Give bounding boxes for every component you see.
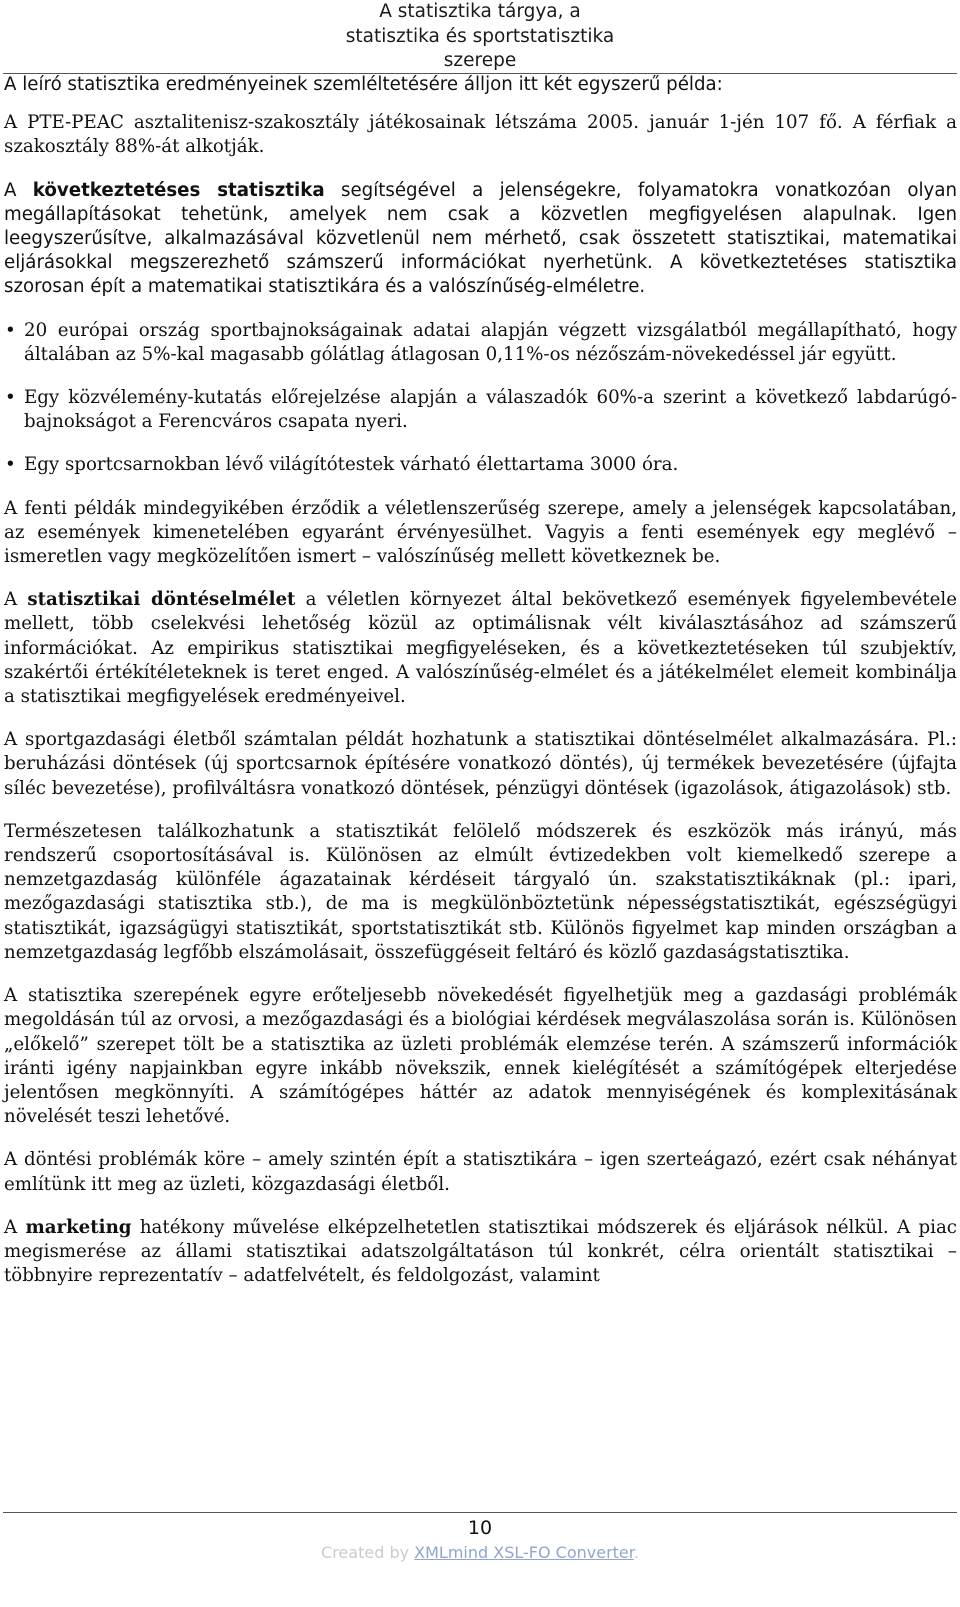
list-item xyxy=(4,453,957,477)
decision-rest: a véletlen környezet által bekövetkező események figyelembevétele mellett, több cselekvési lehetőség közül az optimálisnak vélt kiválasztásához ad számszerű információkat. Az empirikus statisztikai megfigyeléseken, és a következtetéseken túl szubjektív, szakértői értékítéleteknek is teret enged. A valószínűség-elmélet és a játékelmélet elemeit kombinálja a statisztikai megfigyelések eredményeivel. xyxy=(4,589,958,708)
decision-lead: A xyxy=(4,589,28,611)
marketing-paragraph xyxy=(4,1216,957,1289)
header-title-line-2: statisztika és sportstatisztika xyxy=(345,25,615,47)
list-item-text: Egy sportcsarnokban lévő világítótestek várható élettartama 3000 óra. xyxy=(24,454,679,476)
document-body xyxy=(4,73,957,1307)
marketing-rest: hatékony művelése elképzelhetetlen statisztikai módszerek és eljárások nélkül. A piac megismerése az állami statisztikai adatszolgáltatáson túl konkrét, célra orientált statisztikai – többnyire reprezentatív – adatfelvételt, és feldolgozást, valamint xyxy=(4,1216,957,1287)
inferential-term: következtetéses statisztika xyxy=(32,179,325,201)
converter-link[interactable]: XMLmind XSL-FO Converter xyxy=(414,1543,634,1562)
decision-term: statisztikai döntéselmélet xyxy=(27,589,296,611)
randomness-paragraph: A fenti példák mindegyikében érződik a véletlenszerűség szerepe, amely a jelenségek kapcsolatában, az események kimenetelében egyaránt érvényesülhet. Vagyis a fenti események egy meglévő – ismeretlen vagy megközelítően ismert – valószínűség mellett következnek be. xyxy=(4,497,957,568)
intro-paragraph: A leíró statisztika eredményeinek szemléltetésére álljon itt két egyszerű példa: xyxy=(4,74,723,95)
credit-prefix: Created by xyxy=(321,1543,415,1562)
example-paragraph: A PTE-PEAC asztalitenisz-szakosztály játékosainak létszáma 2005. január 1-jén 107 fő. A férfiak a szakosztály 88%-át alkotják. xyxy=(4,112,957,158)
bullet-icon: • xyxy=(5,387,16,409)
growing-role-paragraph: A statisztika szerepének egyre erőteljesebb növekedését figyelhetjük meg a gazdasági problémák megoldásán túl az orvosi, a mezőgazdasági és a biológiai kérdések megválaszolása során is. Különösen „előkelő” szerepet tölt be a statisztika az üzleti problémák elemzése terén. A számszerű információk iránti igény napjainkban egyre inkább növekszik, ennek kielégítését a számítógépek elterjedése jelentősen megkönnyíti. A számítógépes háttér az adatok mennyiségének és komplexitásának növelését teszi lehetővé. xyxy=(4,985,957,1128)
bullet-icon: • xyxy=(5,319,16,341)
marketing-lead: A xyxy=(4,1216,26,1238)
bullet-icon: • xyxy=(5,454,16,476)
credit-suffix: . xyxy=(633,1543,639,1562)
list-item xyxy=(4,386,957,434)
list-item-text: 20 európai ország sportbajnokságainak adatai alapján végzett vizsgálatból megállapítható, hogy általában az 5%-kal magasabb gólátlag átlagosan 0,11%-os nézőszám-növekedéssel jár együtt. xyxy=(24,319,957,365)
page-header xyxy=(0,0,960,74)
inferential-rest: segítségével a jelenségekre, folyamatokra vonatkozóan olyan megállapításokat tehetünk, amelyek nem csak a közvetlen megfigyelésen alapulnak. Igen leegyszerűsítve, alkalmazásával közvetlenül nem mérhető, csak összetett statisztikai, matematikai eljárásokkal megszerezhető számszerű információkat nyerhetünk. A következtetéses statisztika szorosan épít a matematikai statisztikára és a valószínűség-elméletre. xyxy=(4,179,957,298)
header-title-line-3: szerepe xyxy=(443,50,517,71)
inferential-lead: A xyxy=(4,179,33,201)
marketing-term: marketing xyxy=(25,1216,132,1238)
page-number: 10 xyxy=(467,1517,493,1539)
examples-list xyxy=(4,319,957,478)
business-paragraph: A döntési problémák köre – amely szintén épít a statisztikára – igen szerteágazó, ezért csak néhányat említünk itt meg az üzleti, közgazdasági életből. xyxy=(4,1149,957,1195)
list-item xyxy=(4,319,957,367)
other-fields-paragraph: Természetesen találkozhatunk a statisztikát felölelő módszerek és eszközök más irányú, más rendszerű csoportosításával is. Különösen az elmúlt évtizedekben volt kiemelkedő szerepe a nemzetgazdaság különféle ágazatainak kérdéseit tárgyaló ún. szakstatisztikáknak (pl.: ipari, mezőgazdasági statisztika stb.), de ma is megkülönböztetünk népességstatisztikát, egészségügyi statisztikát, igazságügyi statisztikát, sportstatisztikát stb. Különös figyelmet kap minden országban a nemzetgazdaság legfőbb elszámolásait, összefüggéseit feltáró és közlő gazdaságstatisztika. xyxy=(4,820,957,963)
converter-credit xyxy=(0,1543,960,1563)
inferential-statistics-paragraph xyxy=(4,179,957,300)
decision-theory-paragraph xyxy=(4,588,957,709)
sport-economy-paragraph: A sportgazdasági életből számtalan példát hozhatunk a statisztikai döntéselmélet alkalmazására. Pl.: beruházási döntések (új sportcsarnok építésére vonatkozó döntés), új termékek bevezetésére (újfajta síléc bevezetése), profilváltásra vonatkozó döntések, pénzügyi döntések (igazolások, átigazolások) stb. xyxy=(4,729,957,799)
footer-divider xyxy=(3,1512,957,1513)
list-item-text: Egy közvélemény-kutatás előrejelzése alapján a válaszadók 60%-a szerint a következő labdarúgó-bajnokságot a Ferencváros csapata nyeri. xyxy=(24,387,957,433)
header-title-line-1: A statisztika tárgya, a xyxy=(379,1,581,22)
